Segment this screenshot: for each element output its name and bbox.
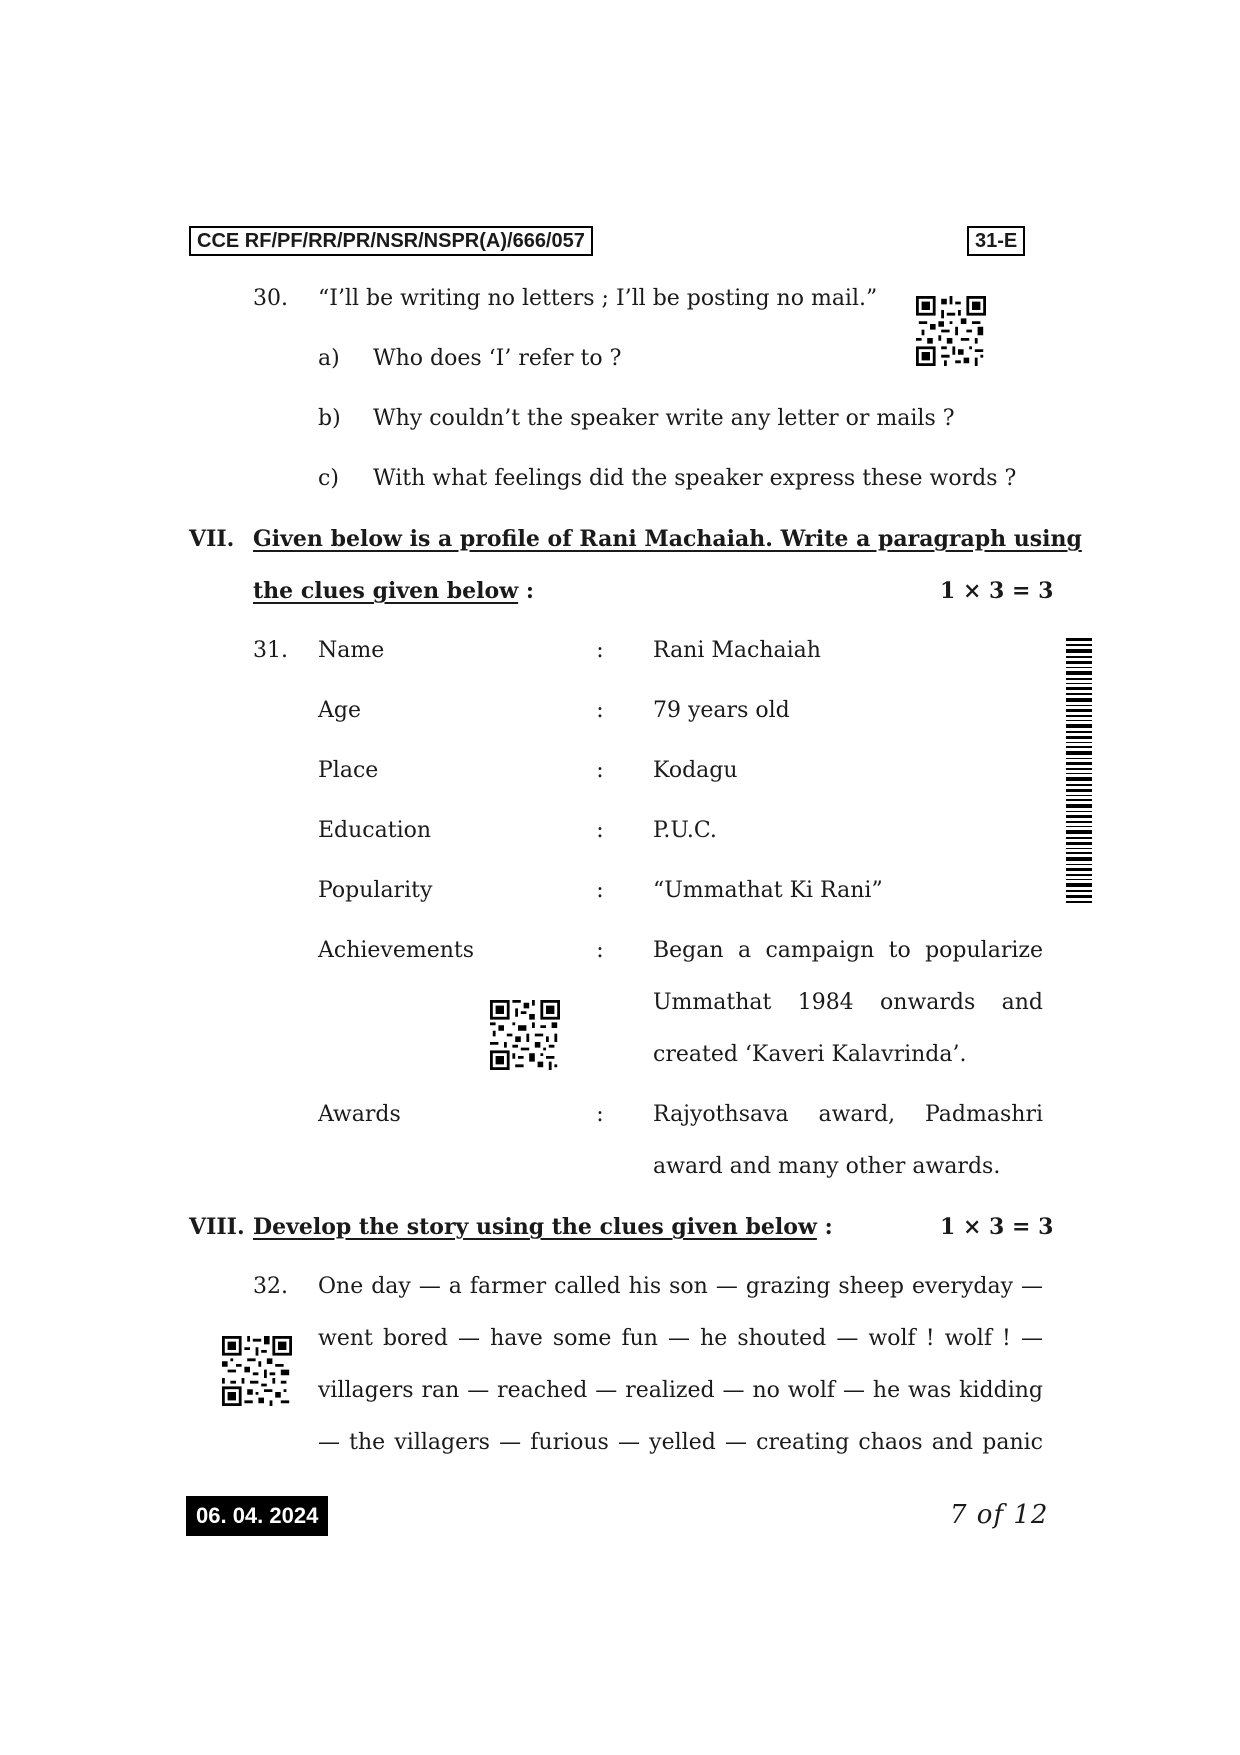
profile-value-name: Rani Machaiah <box>653 638 821 663</box>
profile-value-popularity: “Ummathat Ki Rani” <box>653 878 883 903</box>
profile-sep: : <box>596 638 604 663</box>
profile-sep: : <box>596 818 604 843</box>
profile-sep: : <box>596 878 604 903</box>
section-7-colon: : <box>525 578 534 604</box>
section-8-title: Develop the story using the clues given below <box>253 1214 817 1240</box>
page-number: 7 of 12 <box>950 1500 1049 1530</box>
paper-number: 31-E <box>975 230 1018 252</box>
profile-label-education: Education <box>318 818 432 843</box>
q30-c-label: c) <box>318 466 339 491</box>
qr-code-icon <box>916 296 986 366</box>
profile-sep: : <box>596 698 604 723</box>
q30-number: 30. <box>253 286 288 311</box>
profile-label-place: Place <box>318 758 379 783</box>
exam-date: 06. 04. 2024 <box>196 1503 319 1528</box>
profile-value-age: 79 years old <box>653 698 790 723</box>
profile-value-awards-1: Rajyothsava award, Padmashri <box>653 1102 1043 1127</box>
profile-sep: : <box>596 758 604 783</box>
profile-value-achievements-2: Ummathat 1984 onwards and <box>653 990 1043 1015</box>
profile-value-awards-2: award and many other awards. <box>653 1154 1001 1179</box>
qr-code-icon <box>222 1336 292 1406</box>
q31-number: 31. <box>253 638 288 663</box>
q30-b-text: Why couldn’t the speaker write any letter or mails ? <box>373 406 955 431</box>
profile-sep: : <box>596 938 604 963</box>
section-7-title-line2: the clues given below <box>253 578 519 604</box>
section-8-number: VIII. <box>189 1214 245 1240</box>
profile-label-age: Age <box>318 698 361 723</box>
profile-label-name: Name <box>318 638 385 663</box>
q30-b-label: b) <box>318 406 341 431</box>
profile-sep: : <box>596 1102 604 1127</box>
paper-code: CCE RF/PF/RR/PR/NSR/NSPR(A)/666/057 <box>197 230 585 252</box>
paper-code-box <box>189 226 593 256</box>
section-8-colon: : <box>824 1214 833 1240</box>
q30-a-text: Who does ‘I’ refer to ? <box>373 346 622 371</box>
profile-value-place: Kodagu <box>653 758 738 783</box>
section-7-marks: 1 × 3 = 3 <box>940 578 1054 604</box>
section-8-title-wrap <box>253 1214 833 1240</box>
exam-date-badge <box>186 1496 328 1536</box>
q32-line-2: went bored — have some fun — he shouted — wolf ! wolf ! — <box>318 1326 1043 1351</box>
profile-label-achievements: Achievements <box>318 938 475 963</box>
section-8-marks: 1 × 3 = 3 <box>940 1214 1054 1240</box>
section-7-number: VII. <box>189 526 235 552</box>
q30-quote: “I’ll be writing no letters ; I’ll be posting no mail.” <box>318 286 878 311</box>
paper-number-box <box>967 226 1025 256</box>
profile-label-popularity: Popularity <box>318 878 433 903</box>
profile-label-awards: Awards <box>318 1102 401 1127</box>
barcode-icon <box>1066 638 1092 903</box>
q32-line-3: villagers ran — reached — realized — no wolf — he was kidding <box>318 1378 1043 1403</box>
profile-value-achievements-1: Began a campaign to popularize <box>653 938 1043 963</box>
section-7-title-line2-wrap <box>253 578 534 604</box>
profile-value-achievements-3: created ‘Kaveri Kalavrinda’. <box>653 1042 967 1067</box>
q32-line-4: — the villagers — furious — yelled — creating chaos and panic <box>318 1430 1043 1455</box>
qr-code-icon <box>490 1000 560 1070</box>
q32-number: 32. <box>253 1274 288 1299</box>
q30-c-text: With what feelings did the speaker express these words ? <box>373 466 1017 491</box>
q30-a-label: a) <box>318 346 340 371</box>
section-7-title-line1: Given below is a profile of Rani Machaiah. Write a paragraph using <box>253 526 1082 552</box>
q32-line-1: One day — a farmer called his son — grazing sheep everyday — <box>318 1274 1043 1299</box>
profile-value-education: P.U.C. <box>653 818 717 843</box>
